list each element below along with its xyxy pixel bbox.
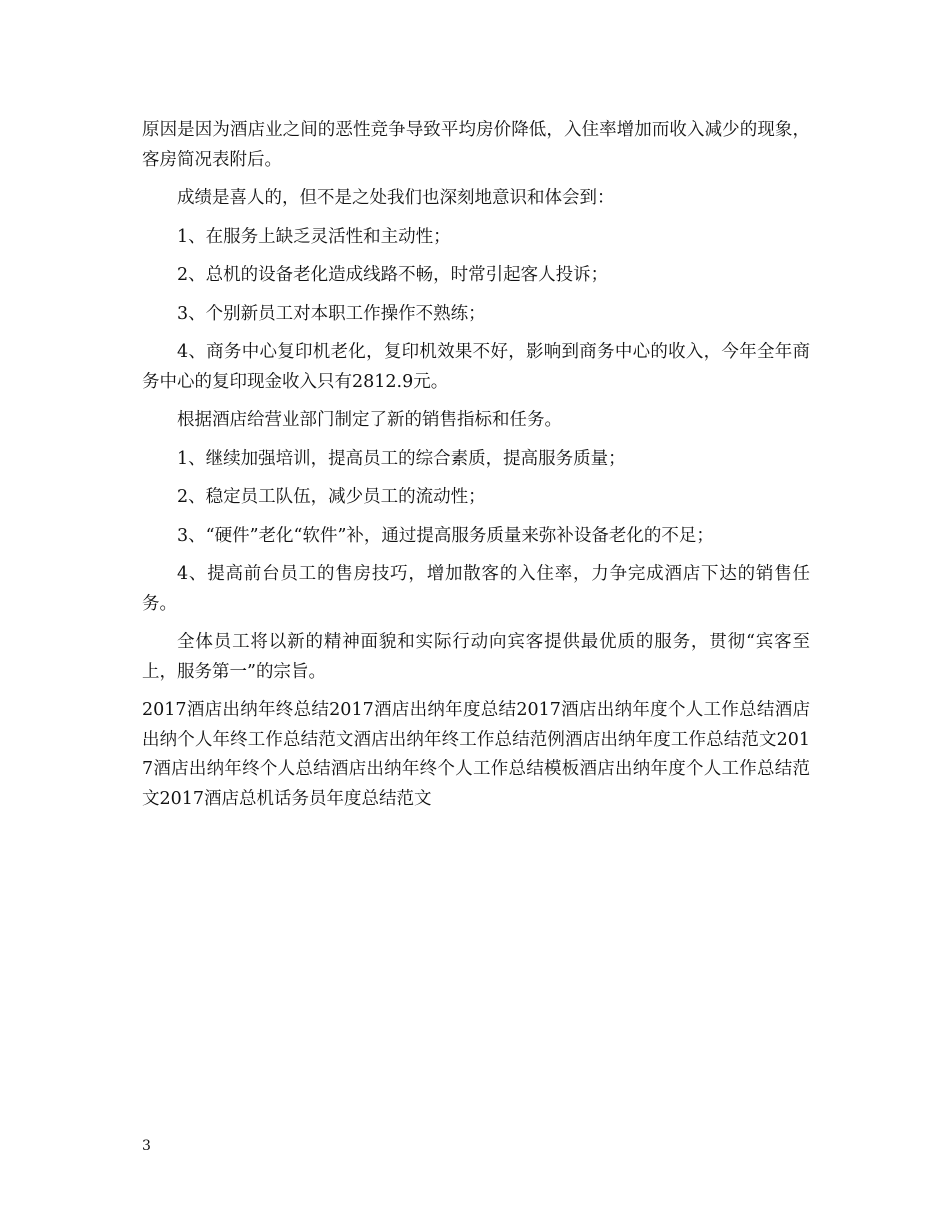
paragraph-achievement: 成绩是喜人的，但不是之处我们也深刻地意识和体会到：: [177, 188, 615, 208]
paragraph-issue-1: 1、在服务上缺乏灵活性和主动性；: [177, 226, 451, 247]
document-page: [142, 116, 810, 814]
paragraph-issue-3: 3、个别新员工对本职工作操作不熟练；: [177, 303, 486, 324]
page-number: 3: [142, 1138, 151, 1154]
paragraph-plan-4: 4、提高前台员工的售房技巧，增加散客的入住率，力争完成酒店下达的销售任务。: [142, 564, 810, 614]
paragraph-plan-1: 1、继续加强培训，提高员工的综合素质，提高服务质量；: [177, 448, 626, 469]
paragraph-plan-3: 3、“硬件”老化“软件”补，通过提高服务质量来弥补设备老化的不足；: [177, 525, 714, 546]
paragraph-plan-intro: 根据酒店给营业部门制定了新的销售指标和任务。: [177, 410, 562, 430]
paragraph-issue-2: 2、总机的设备老化造成线路不畅，时常引起客人投诉；: [177, 265, 609, 285]
paragraph-reason: 原因是因为酒店业之间的恶性竞争导致平均房价降低，入住率增加而收入减少的现象，客房简况表附后。: [142, 120, 810, 170]
paragraph-issue-4: 4、商务中心复印机老化，复印机效果不好，影响到商务中心的收入，今年全年商务中心的复印现金收入只有2812.9元。: [142, 342, 810, 392]
related-links-text: 2017酒店出纳年终总结2017酒店出纳年度总结2017酒店出纳年度个人工作总结酒店出纳个人年终工作总结范文酒店出纳年终工作总结范例酒店出纳年度工作总结范文2017酒店出纳年终个人总结酒店出纳年终个人工作总结模板酒店出纳年度个人工作总结范文2017酒店总机话务员年度总结范文: [142, 700, 810, 809]
paragraph-plan-2: 2、稳定员工队伍，减少员工的流动性；: [177, 487, 486, 507]
paragraph-closing: 全体员工将以新的精神面貌和实际行动向宾客提供最优质的服务，贯彻“宾客至上，服务第一”的宗旨。: [142, 632, 810, 682]
